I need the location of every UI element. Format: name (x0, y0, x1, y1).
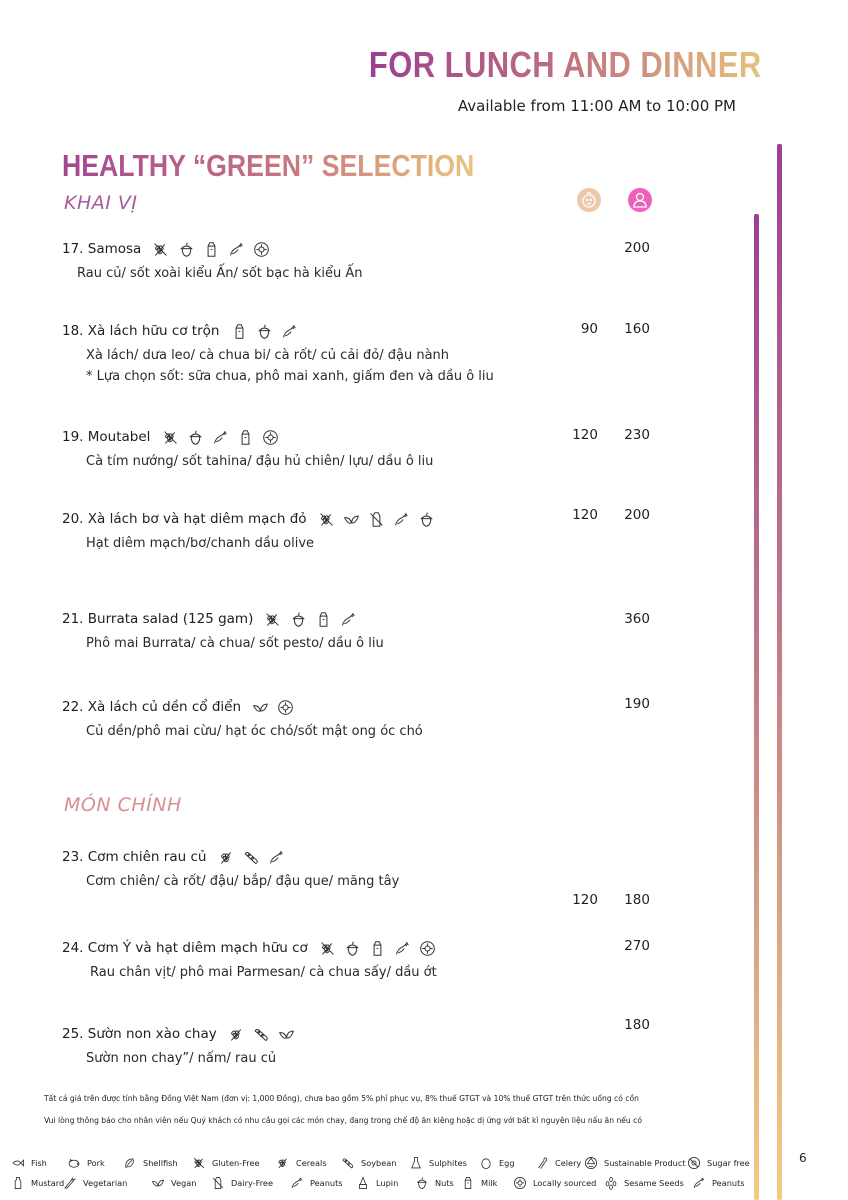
item-name: 24. Cơm Ý và hạt diêm mạch hữu cơ (62, 939, 308, 956)
category-main: MÓN CHÍNH (64, 794, 182, 816)
legend-label: Gluten-Free (212, 1158, 260, 1168)
legend-label: Fish (31, 1158, 47, 1168)
menu-item (62, 846, 622, 892)
menu-item (62, 238, 622, 284)
item-allergen-icons (231, 321, 301, 340)
nuts-icon (418, 511, 435, 528)
sulphites-icon (408, 1156, 424, 1170)
item-description: Cà tím nướng/ sốt tahina/ đậu hủ chiên/ lựu/ dầu ô liu (86, 454, 434, 469)
gluten-free-icon (264, 611, 281, 628)
legend-label: Sugar free (707, 1158, 750, 1168)
legend-item (460, 1176, 497, 1190)
mustard-icon (10, 1176, 26, 1190)
item-name: 21. Burrata salad (125 gam) (62, 610, 254, 627)
milk-icon (460, 1176, 476, 1190)
legend-item (10, 1156, 47, 1170)
egg-icon (478, 1156, 494, 1170)
child-price: 120 (572, 892, 598, 908)
peanuts-icon (289, 1176, 305, 1190)
peanuts-icon (212, 429, 229, 446)
child-price: 90 (580, 321, 598, 337)
locally-sourced-icon (262, 429, 279, 446)
legend-label: Sulphites (429, 1158, 467, 1168)
sugar-free-icon (686, 1156, 702, 1170)
item-description: Cơm chiên/ cà rốt/ đậu/ bắp/ đậu que/ măng tây (86, 874, 400, 889)
lupin-icon (355, 1176, 371, 1190)
legend-item (122, 1156, 178, 1170)
item-description: Rau củ/ sốt xoài kiểu Ấn/ sốt bạc hà kiểu Ấn (77, 266, 363, 281)
legend-item (414, 1176, 454, 1190)
page-number: 6 (799, 1151, 807, 1165)
footnote-pricing: Tất cả giá trên được tính bằng Đồng Việt Nam (đơn vị: 1,000 Đồng), chưa bao gồm 5% phí phục vụ, 8% thuế GTGT và 10% thuế GTGT trên thức uống có cồn (44, 1094, 639, 1103)
peanuts-icon (340, 611, 357, 628)
item-description: Hạt diêm mạch/bơ/chanh dầu olive (86, 536, 315, 551)
adult-price: 200 (624, 240, 650, 256)
legend-label: Peanuts (712, 1178, 745, 1188)
menu-item (62, 696, 622, 742)
legend-item (478, 1156, 515, 1170)
soybean-icon (340, 1156, 356, 1170)
gluten-free-icon (191, 1156, 207, 1170)
legend-item (603, 1176, 684, 1190)
adult-price: 160 (624, 321, 650, 337)
adult-price: 180 (624, 892, 650, 908)
milk-icon (231, 323, 248, 340)
legend-label: Lupin (376, 1178, 399, 1188)
item-allergen-icons (218, 847, 288, 866)
legend-label: Sustainable Product (604, 1158, 686, 1168)
legend-label: Sesame Seeds (624, 1178, 684, 1188)
peanuts-icon (394, 940, 411, 957)
legend-label: Soybean (361, 1158, 397, 1168)
nuts-icon (256, 323, 273, 340)
legend-item (150, 1176, 196, 1190)
vegan-icon (252, 699, 269, 716)
menu-item (62, 320, 622, 387)
soybean-icon (253, 1026, 270, 1043)
legend-label: Shellfish (143, 1158, 178, 1168)
category-appetizer: KHAI VỊ (64, 192, 138, 214)
adult-price: 200 (624, 507, 650, 523)
item-name: 22. Xà lách củ dền cổ điển (62, 698, 242, 715)
legend-label: Vegan (171, 1178, 197, 1188)
adult-price: 190 (624, 696, 650, 712)
decorative-bar-inner (754, 214, 759, 1200)
legend-item (275, 1156, 327, 1170)
cereals-icon (218, 849, 235, 866)
dairy-free-icon (368, 511, 385, 528)
peanuts-icon (228, 241, 245, 258)
legend-label: Cereals (296, 1158, 327, 1168)
celery-icon (534, 1156, 550, 1170)
dairy-free-icon (210, 1176, 226, 1190)
legend-label: Nuts (435, 1178, 454, 1188)
item-allergen-icons (252, 697, 297, 716)
gluten-free-icon (318, 511, 335, 528)
adult-price: 230 (624, 427, 650, 443)
locally-sourced-icon (277, 699, 294, 716)
child-price: 120 (572, 507, 598, 523)
cereals-icon (275, 1156, 291, 1170)
item-description: Sườn non chay”/ nấm/ rau củ (86, 1051, 277, 1066)
nuts-icon (414, 1176, 430, 1190)
item-description: Xà lách/ dưa leo/ cà chua bi/ cà rốt/ củ cải đỏ/ đậu nành (86, 348, 450, 363)
menu-item (62, 608, 622, 654)
nuts-icon (178, 241, 195, 258)
legend-item (191, 1156, 260, 1170)
legend-item (583, 1156, 686, 1170)
legend-label: Celery (555, 1158, 582, 1168)
item-description: Rau chân vịt/ phô mai Parmesan/ cà chua sấy/ dầu ớt (90, 965, 437, 980)
legend-item (62, 1176, 127, 1190)
section-title: HEALTHY “GREEN” SELECTION (62, 148, 475, 183)
locally-sourced-icon (512, 1176, 528, 1190)
milk-icon (237, 429, 254, 446)
legend-item (534, 1156, 581, 1170)
fish-icon (10, 1156, 26, 1170)
peanuts-icon (268, 849, 285, 866)
decorative-bar-outer (777, 144, 782, 1200)
cereals-icon (228, 1026, 245, 1043)
item-description-note: * Lựa chọn sốt: sữa chua, phô mai xanh, giấm đen và dầu ô liu (86, 369, 494, 384)
locally-sourced-icon (253, 241, 270, 258)
legend-item (66, 1156, 105, 1170)
vegan-icon (150, 1176, 166, 1190)
footnote-dietary: Vui lòng thông báo cho nhân viên nếu Quý khách có nhu cầu gọi các món chay, đang trong chế độ ăn kiêng hoặc dị ứng với bất kì nguyên liệu nấu ăn nếu có (44, 1116, 642, 1125)
peanuts-icon (393, 511, 410, 528)
adult-price: 270 (624, 938, 650, 954)
item-allergen-icons (319, 938, 439, 957)
pork-icon (66, 1156, 82, 1170)
item-allergen-icons (228, 1024, 298, 1043)
milk-icon (203, 241, 220, 258)
item-description: Củ dền/phô mai cừu/ hạt óc chó/sốt mật ong óc chó (86, 724, 423, 739)
item-allergen-icons (318, 509, 438, 528)
vegetarian-icon (62, 1176, 78, 1190)
item-allergen-icons (162, 427, 282, 446)
legend-label: Peanuts (310, 1178, 343, 1188)
item-name: 20. Xà lách bơ và hạt diêm mạch đỏ (62, 510, 307, 527)
gluten-free-icon (152, 241, 169, 258)
nuts-icon (344, 940, 361, 957)
legend-item (210, 1176, 273, 1190)
peanuts-icon (281, 323, 298, 340)
sesame-icon (603, 1176, 619, 1190)
adult-price: 360 (624, 611, 650, 627)
locally-sourced-icon (419, 940, 436, 957)
item-allergen-icons (152, 239, 272, 258)
legend-label: Pork (87, 1158, 105, 1168)
peanuts-icon (691, 1176, 707, 1190)
item-name: 19. Moutabel (62, 428, 151, 445)
header-subtitle: Available from 11:00 AM to 10:00 PM (457, 97, 736, 115)
vegan-icon (278, 1026, 295, 1043)
item-description: Phô mai Burrata/ cà chua/ sốt pesto/ dầu ô liu (86, 636, 384, 651)
adult-price: 180 (624, 1017, 650, 1033)
menu-item (62, 508, 622, 554)
soybean-icon (243, 849, 260, 866)
legend-label: Mustard (31, 1178, 65, 1188)
legend-label: Milk (481, 1178, 498, 1188)
legend-item (686, 1156, 750, 1170)
item-name: 17. Samosa (62, 240, 142, 257)
item-name: 18. Xà lách hữu cơ trộn (62, 322, 220, 339)
item-name: 25. Sườn non xào chay (62, 1025, 217, 1042)
shellfish-icon (122, 1156, 138, 1170)
legend-label: Locally sourced (533, 1178, 597, 1188)
header-title: FOR LUNCH AND DINNER (369, 44, 762, 85)
legend-item (408, 1156, 467, 1170)
legend-item (355, 1176, 398, 1190)
child-face-icon (577, 188, 601, 212)
menu-item (62, 937, 622, 983)
legend-item (691, 1176, 745, 1190)
milk-icon (315, 611, 332, 628)
legend-label: Vegetarian (83, 1178, 128, 1188)
sustainable-icon (583, 1156, 599, 1170)
legend-item (10, 1176, 64, 1190)
item-allergen-icons (264, 609, 359, 628)
vegan-icon (343, 511, 360, 528)
legend-label: Egg (499, 1158, 515, 1168)
item-name: 23. Cơm chiên rau củ (62, 848, 207, 865)
legend-item (340, 1156, 397, 1170)
menu-item (62, 1023, 622, 1069)
adult-person-icon (628, 188, 652, 212)
milk-icon (369, 940, 386, 957)
legend-label: Dairy-Free (231, 1178, 273, 1188)
nuts-icon (187, 429, 204, 446)
child-price: 120 (572, 427, 598, 443)
menu-item (62, 426, 622, 472)
legend-item (512, 1176, 596, 1190)
nuts-icon (290, 611, 307, 628)
gluten-free-icon (162, 429, 179, 446)
legend-item (289, 1176, 343, 1190)
gluten-free-icon (319, 940, 336, 957)
